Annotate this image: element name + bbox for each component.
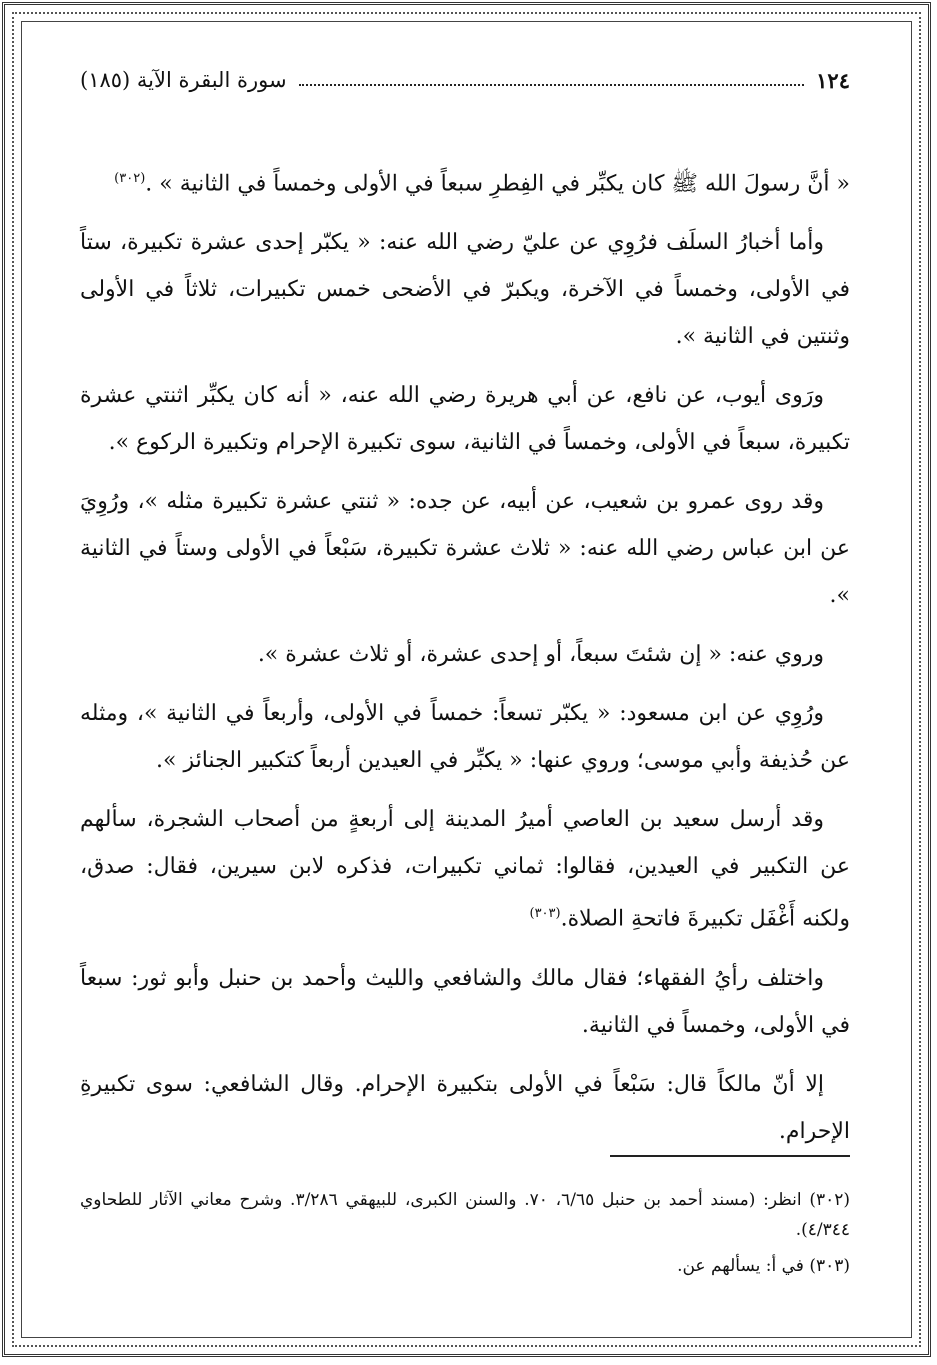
page-header — [80, 60, 850, 101]
header-dotted-leader — [299, 74, 805, 86]
footnote-302: (٣٠٢) انظر: (مسند أحمد بن حنبل ٦/٦٥، ٧٠. والسنن الكبرى، للبيهقي ٣/٢٨٦. وشرح معاني الآثار للطحاوي ٤/٣٤٤). — [80, 1190, 850, 1240]
footnotes — [80, 1185, 850, 1287]
paragraph: ورُوِي عن ابن مسعود: « يكبّر تسعاً: خمساً في الأولى، وأربعاً في الثانية »، ومثله عن حُذيفة وأبي موسى؛ وروي عنها: « يكبِّر في العيدين أربعاً كتكبير الجنائز ». — [80, 701, 850, 774]
footnote-ref-303[interactable]: (٣٠٣) — [529, 906, 561, 922]
paragraph: إلا أنّ مالكاً قال: سَبْعاً في الأولى بتكبيرة الإحرام. وقال الشافعي: سوى تكبيرةِ الإحرام. — [80, 1071, 850, 1144]
paragraph: واختلف رأيُ الفقهاء؛ فقال مالك والشافعي والليث وأحمد بن حنبل وأبو ثور: سبعاً في الأولى، وخمساً في الثانية. — [80, 965, 850, 1038]
main-text — [80, 155, 850, 1155]
paragraph: « أنَّ رسولَ الله ﷺ كان يكبِّر في الفِطرِ سبعاً في الأولى وخمساً في الثانية » .$^{(٣٠٢)}$ — [114, 171, 850, 197]
paragraph: وقد روى عمرو بن شعيب، عن أبيه، عن جده: « ثنتي عشرة تكبيرة مثله »، ورُوِيَ عن ابن عباس رضي الله عنه: « ثلاث عشرة تكبيرة، سَبْعاً في الأولى وستاً في الثانية ». — [80, 489, 850, 609]
paragraph: ورَوى أيوب، عن نافع، عن أبي هريرة رضي الله عنه، « أنه كان يكبِّر اثنتي عشرة تكبيرة، سبعاً في الأولى، وخمساً في الثانية، سوى تكبيرة الإحرام وتكبيرة الركوع ». — [80, 383, 850, 456]
page-number: ١٢٤ — [816, 67, 850, 93]
footnote-ref-302[interactable]: (٣٠٢) — [114, 171, 146, 186]
running-title: سورة البقرة الآية (١٨٥) — [80, 68, 287, 92]
paragraph: وأما أخبارُ السلَف فرُوِي عن عليّ رضي الله عنه: « يكبّر إحدى عشرة تكبيرة، ستاً في الأولى، وخمساً في الآخرة، ويكبرّ في الأضحى خمس تكبيرات، ثلاثاً في الأولى وثنتين في الثانية ». — [80, 230, 850, 350]
paragraph: وقد أرسل سعيد بن العاصي أميرُ المدينة إلى أربعةٍ من أصحاب الشجرة، سألهم عن التكبير في العيدين، فقالوا: ثماني تكبيرات، فذكره لابن سيرين، فقال: صدق، ولكنه أَغْفَل تكبيرةَ فاتحةِ الصلاة.$^{(٣٠٣)}$ — [80, 807, 850, 932]
footnote-303: (٣٠٣) في أ: يسألهم عن. — [677, 1256, 850, 1276]
paragraph: وروي عنه: « إن شئتَ سبعاً، أو إحدى عشرة، أو ثلاث عشرة ». — [257, 642, 824, 668]
book-page — [80, 60, 850, 1300]
footnote-separator — [610, 1155, 850, 1157]
